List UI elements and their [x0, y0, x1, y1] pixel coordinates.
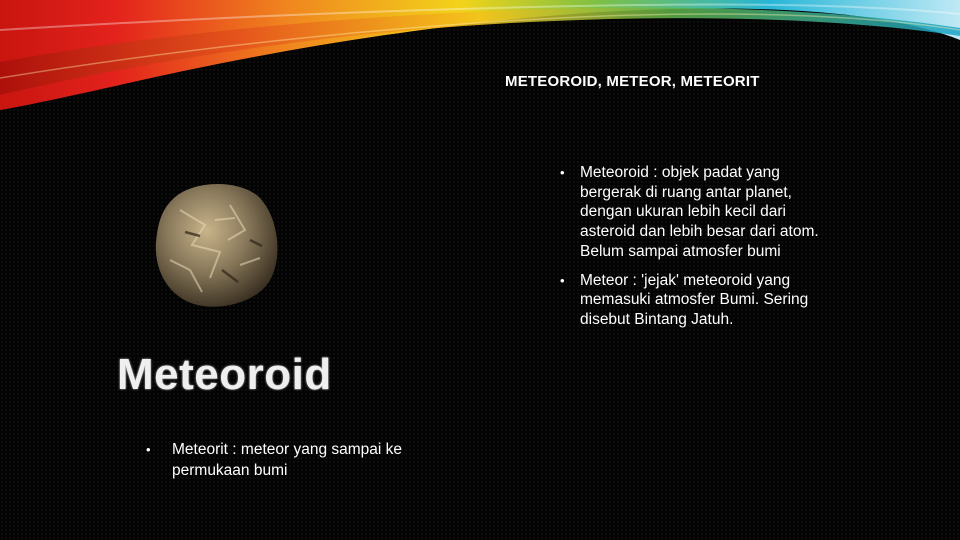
bullet-dot-icon: •	[560, 272, 565, 288]
rainbow-swoosh-decoration	[0, 0, 960, 120]
bullet-dot-icon: •	[146, 442, 151, 457]
bullet-dot-icon: •	[560, 165, 565, 180]
bullet-text-meteoroid: Meteoroid : objek padat yang bergerak di ruang antar planet, dengan ukuran lebih kecil dari asteroid dan lebih besar dari atom. Belum sampai atmosfer bumi	[580, 164, 819, 260]
slide-title: METEOROID, METEOR, METEORIT	[505, 73, 760, 90]
right-bullet-list	[560, 163, 822, 339]
bullet-text-meteor: Meteor : 'jejak' meteoroid yang memasuki atmosfer Bumi. Sering disebut Bintang Jatuh.	[580, 271, 809, 328]
list-item	[560, 163, 822, 262]
meteoroid-image-caption: Meteoroid	[117, 350, 332, 399]
list-item	[560, 271, 822, 330]
left-bullet-list	[146, 439, 456, 490]
bullet-text-meteorit: Meteorit : meteor yang sampai ke permukaan bumi	[172, 441, 403, 479]
list-item	[146, 439, 456, 481]
